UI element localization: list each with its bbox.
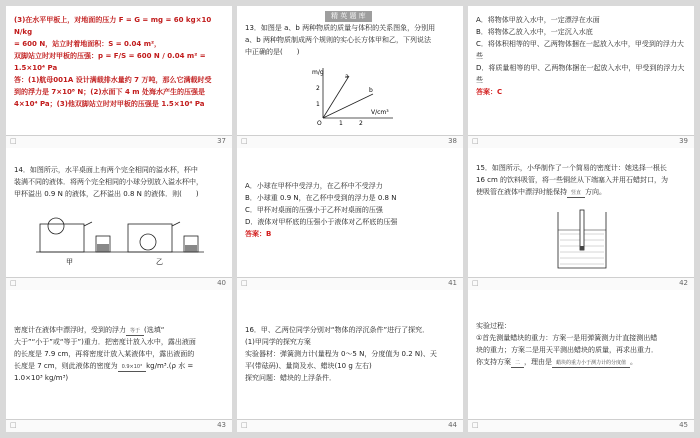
option-a: A．将物体甲放入水中，一定漂浮在水面 xyxy=(476,16,600,24)
slide-thumb-marker: □ xyxy=(472,279,479,287)
slide-41-content xyxy=(245,180,455,240)
slide-number: 44 xyxy=(448,421,457,429)
text-line: 大于”“小于”或“等于”)重力．把密度计放入水中，露出液面 xyxy=(14,338,196,346)
slide-footer xyxy=(6,277,232,290)
y-tick-label: 1 xyxy=(316,101,320,108)
slide-thumb-marker: □ xyxy=(241,421,248,429)
text-fragment: 密度计在液体中漂浮时，受到的浮力 xyxy=(14,326,126,334)
text-line: ①首先测量蜡块的重力：方案一是用弹簧测力计直接测出蜡 xyxy=(476,334,658,342)
ball-yi xyxy=(140,234,156,250)
text-fragment: 长度是 7 cm，则此液体的密度为 xyxy=(14,362,118,370)
slide-42-content xyxy=(476,162,686,198)
slide-thumb-marker: □ xyxy=(472,421,479,429)
option-b: B．小球重 0.9 N，在乙杯中受到的浮力是 0.8 N xyxy=(245,194,397,202)
spout xyxy=(84,222,92,226)
answer-blank: 等于 xyxy=(126,327,144,336)
slide-39[interactable] xyxy=(468,6,694,148)
x-axis-label: V/cm³ xyxy=(371,109,389,116)
slide-thumb-marker: □ xyxy=(10,279,17,287)
answer-blank: 二 xyxy=(511,359,524,368)
text-line: (1)甲同学的探究方案 xyxy=(245,338,311,346)
text-line: 的长度是 7.9 cm，再将密度计放入某液体中，露出液面的 xyxy=(14,350,195,358)
overflow-cup-jia xyxy=(40,224,84,252)
slide-number: 39 xyxy=(679,137,688,145)
slide-41[interactable] xyxy=(237,148,463,290)
text-fragment: (选填“ xyxy=(144,326,165,334)
answer-blank: 蜡块的重力小于测力计的分度值 xyxy=(552,359,630,368)
series-a-label: a xyxy=(345,73,349,80)
overflow-cup-yi xyxy=(128,224,172,252)
option-d: D．将质量相等的甲、乙两物体捆在一起放入水中，甲受到的浮力大些 xyxy=(476,64,685,84)
text-line: 装满不同的液体．将两个完全相同的小球分别放入溢水杯中， xyxy=(14,178,203,186)
text-line: 答：(1)航母001A 设计满载排水量约 7 万吨，那么它满载时受 xyxy=(14,76,212,84)
slide-42[interactable] xyxy=(468,148,694,290)
slide-footer xyxy=(468,135,694,148)
text-line: 4×10⁴ Pa；(3)他双脚站立时对甲板的压强是 1.5×10⁴ Pa xyxy=(14,100,205,108)
density-meter-figure xyxy=(552,208,612,274)
text-line: 16．甲、乙两位同学分别对“物体的浮沉条件”进行了探究． xyxy=(245,326,430,334)
text-line: 块的重力；方案二是用天平测出蜡块的质量，再求出重力． xyxy=(476,346,658,354)
ball-jia xyxy=(48,218,64,234)
text-line: 15．如图所示，小华制作了一个简易的密度计：她选择一根长 xyxy=(476,164,667,172)
slide-45[interactable] xyxy=(468,290,694,432)
text-line: 探究问题：蜡块的上浮条件． xyxy=(245,374,336,382)
slide-39-content xyxy=(476,14,686,98)
option-a: A．小球在甲杯中受浮力，在乙杯中不受浮力 xyxy=(245,182,383,190)
slide-number: 45 xyxy=(679,421,688,429)
slide-44[interactable] xyxy=(237,290,463,432)
section-banner: 精 英 题 库 xyxy=(325,11,372,22)
overflow-liquid xyxy=(185,245,197,252)
y-tick-label: 2 xyxy=(316,85,320,92)
text-line: 甲杯溢出 0.9 N 的液体，乙杯溢出 0.8 N 的液体．则( ) xyxy=(14,190,199,198)
copper-wire xyxy=(580,246,584,250)
text-fragment: 。 xyxy=(630,358,638,366)
answer-blank: 竖直 xyxy=(567,189,585,198)
text-line: 1.0×10³ kg/m³) xyxy=(14,374,69,382)
y-axis-label: m/g xyxy=(312,69,324,76)
text-line xyxy=(14,324,224,336)
slide-44-content xyxy=(245,324,455,384)
slide-footer xyxy=(6,135,232,148)
slide-thumb-marker: □ xyxy=(10,421,17,429)
text-fragment: ，理由是 xyxy=(524,358,553,366)
slide-40[interactable] xyxy=(6,148,232,290)
text-fragment: 使吸管在液体中漂浮时能保持 xyxy=(476,188,567,196)
text-fragment: kg/m³.(ρ 水 = xyxy=(146,362,194,370)
text-line: 14．如图所示，水平桌面上有两个完全相同的溢水杯，杯中 xyxy=(14,166,198,174)
slide-footer xyxy=(237,277,463,290)
text-fragment: 方向。 xyxy=(585,188,607,196)
text-line xyxy=(476,186,686,198)
slide-38[interactable] xyxy=(237,6,463,148)
label-jia: 甲 xyxy=(66,258,73,266)
text-line xyxy=(14,360,224,372)
overflow-cups-figure xyxy=(36,208,206,268)
answer-text: 答案：B xyxy=(245,230,272,238)
x-tick-label: 2 xyxy=(359,120,363,126)
slide-number: 42 xyxy=(679,279,688,287)
straw xyxy=(580,210,584,250)
slide-43-content xyxy=(14,324,224,384)
overflow-liquid xyxy=(97,244,109,252)
option-d: D．液体对甲杯底的压强小于液体对乙杯底的压强 xyxy=(245,218,398,226)
origin-label: O xyxy=(317,120,322,126)
text-line: = 600 N，站立时着地面积：S = 0.04 m²， xyxy=(14,40,162,48)
slide-number: 43 xyxy=(217,421,226,429)
slide-37[interactable] xyxy=(6,6,232,148)
slide-43[interactable] xyxy=(6,290,232,432)
slide-footer xyxy=(237,419,463,432)
text-line: 16 cm 的饮料吸管，将一些铜丝从下端塞入并用石蜡封口，为 xyxy=(476,176,669,184)
slide-thumb-marker: □ xyxy=(241,137,248,145)
mass-volume-graph xyxy=(309,64,399,126)
answer-blank: 0.9×10³ xyxy=(118,363,147,372)
text-line: (3)在水平甲板上，对地面的压力 F = G = mg = 60 kg×10 N/kg xyxy=(14,16,212,36)
text-line: 双脚站立时对甲板的压强：p = F/S = 600 N / 0.04 m² = 1.5×10⁴ Pa xyxy=(14,52,206,72)
slide-38-content xyxy=(245,10,455,58)
label-yi: 乙 xyxy=(156,258,163,266)
slide-37-content xyxy=(14,14,224,110)
slide-footer xyxy=(237,135,463,148)
slide-footer xyxy=(468,277,694,290)
text-line: 到的浮力是 7×10⁸ N；(2)水面下 4 m 处海水产生的压强是 xyxy=(14,88,206,96)
option-c: C．将体积相等的甲、乙两物体捆在一起放入水中，甲受到的浮力大些 xyxy=(476,40,684,60)
slide-thumb-marker: □ xyxy=(241,279,248,287)
slide-number: 37 xyxy=(217,137,226,145)
text-line xyxy=(476,356,686,368)
text-line: 中正确的是( ) xyxy=(245,48,300,56)
answer-text: 答案：C xyxy=(476,88,503,96)
text-line: 实验器材：弹簧测力计(量程为 0～5 N，分度值为 0.2 N)、天 xyxy=(245,350,437,358)
text-line: 平(带砝码)、量筒及水、蜡块(10 g 左右) xyxy=(245,362,372,370)
slide-40-content xyxy=(14,164,224,200)
series-b-label: b xyxy=(369,87,373,94)
slide-footer xyxy=(6,419,232,432)
spout xyxy=(172,222,180,226)
text-fragment: 你支持方案 xyxy=(476,358,511,366)
slide-number: 38 xyxy=(448,137,457,145)
slide-number: 40 xyxy=(217,279,226,287)
option-c: C．甲杯对桌面的压强小于乙杯对桌面的压强 xyxy=(245,206,383,214)
slide-thumb-marker: □ xyxy=(10,137,17,145)
slide-number: 41 xyxy=(448,279,457,287)
slide-footer xyxy=(468,419,694,432)
text-line: 实验过程： xyxy=(476,322,511,330)
slide-45-content xyxy=(476,320,686,368)
text-line: a、b 两种物质制成两个规则的实心长方体甲和乙，下列说法 xyxy=(245,36,431,44)
text-line: 13．如图是 a、b 两种物质的质量与体积的关系图象，分别用 xyxy=(245,24,436,32)
x-tick-label: 1 xyxy=(339,120,343,126)
slide-thumb-marker: □ xyxy=(472,137,479,145)
option-b: B．将物体乙放入水中，一定沉入水底 xyxy=(476,28,593,36)
